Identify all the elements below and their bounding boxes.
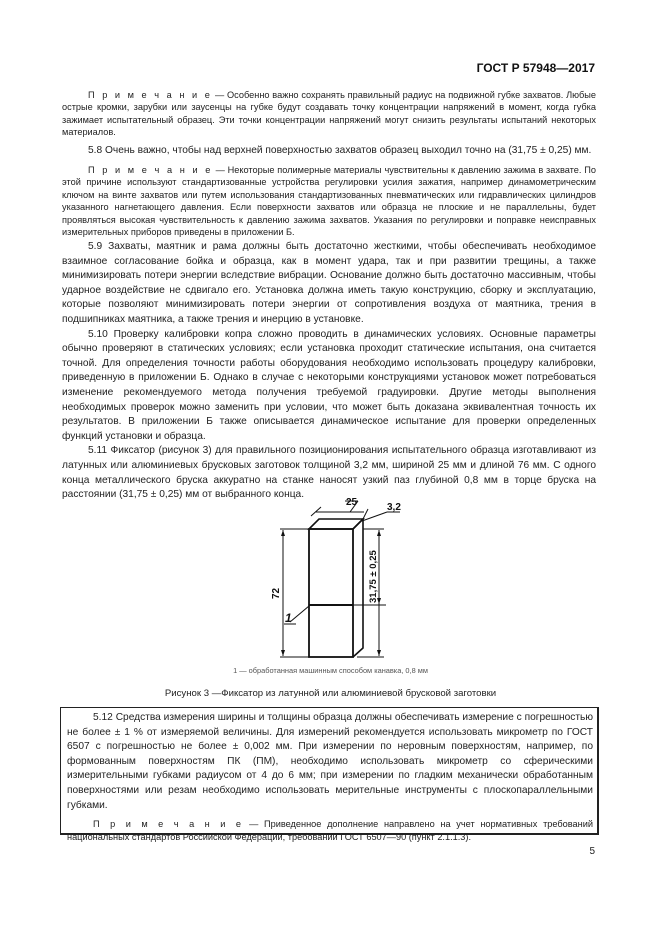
clause-5-10: 5.10 Проверку калибровки копра сложно проводить в динамических условиях. Основные параметры обычно проверяют в статических условиях; если установка проходит статические испытания, она считается точной. Для определения точности работы оборудования необходимо использовать процедуру калибровки, приведенную в приложении Б. Однако в случае с некоторыми конструкциями установок может потребоваться изменение рекомендуемого метода получения требуемой градуировки. Другие методы выполнения необходимых проверок можно заменить при условии, что может быть доказана эквивалентная точность их результатов. В приложении Б также описывается динамическое испытание для проверки определенных функций установки и образца. xyxy=(62,328,596,442)
figure-caption: Рисунок 3 —Фиксатор из латунной или алюминиевой брусковой заготовки xyxy=(164,688,497,699)
extension-line xyxy=(363,509,368,519)
dim-width-label: 25 xyxy=(346,497,358,508)
clause-5-11: 5.11 Фиксатор (рисунок 3) для правильного позиционирования испытательного образца изготавливают из латунных или алюминиевых брусковых заготовок толщиной 3,2 мм, шириной 25 мм и длиной 76 мм. С одного конца металлического бруска аккуратно на станке наносят узкий паз глубиной 0,8 мм в торце бруска на расстоянии (31,75 ± 0,25) мм от выбранного конца. xyxy=(62,445,596,501)
dim-length-label: 72 xyxy=(271,587,282,599)
callout-number: 1 xyxy=(285,611,292,625)
clause-5-12: 5.12 Средства измерения ширины и толщины образца должны обеспечивать измерение с погрешностью не более ± 1 % от измеряемой величины. Для измерений рекомендуется использовать микрометр по ГОСТ 6507 с погрешностью не более ± 0,002 мм. При измерении по неровным поверхностям, например, по формованным поверхностям ПК (ПМ), необходимо использовать микрометр со сферическими измерительными губками радиусом от 4 до 6 мм; при измерении по гладким механически обработанным поверхностями или резам необходимо использовать мерительные инструменты с плоскопараллельными губками. xyxy=(67,712,593,811)
dim-groove-label: 31,75 ± 0,25 xyxy=(368,550,379,603)
note-label: П р и м е ч а н и е xyxy=(88,90,213,100)
paragraph-text: 5.8 Очень важно, чтобы над верхней поверхностью захватов образец выходил точно на (31,75 ± 0,25) мм. xyxy=(88,145,592,156)
dim-thickness-label: 3,2 xyxy=(387,502,401,513)
document-header: ГОСТ Р 57948—2017 xyxy=(476,61,595,75)
clause-5-9: 5.9 Захваты, маятник и рама должны быть достаточно жесткими, чтобы обеспечивать необходимое взаимное согласование бойка и образца, как в момент удара, так и при развитии трещины, а также минимизировать потери энергии вследствие вибрации. Основание должно быть достаточно массивным, чтобы ударное воздействие не сдвигало его. Установка должна иметь такую конструкцию, сборку и эксплуатацию, которые позволяют минимизировать потери энергии от сопротивления воздуха от маятника, трения в подшипниках маятника, а также трения и инерцию в установке. xyxy=(62,241,596,325)
front-face xyxy=(309,529,353,657)
callout-leader xyxy=(290,606,309,622)
page-number: 5 xyxy=(589,846,595,857)
note-text: — Приведенное дополнение направлено на учет нормативных требований национальных стандартов Российской Федерации, требований ГОСТ 6507—90 (пункт 2.1.1.3). xyxy=(67,819,593,842)
national-addition-box xyxy=(60,707,599,842)
note-label: П р и м е ч а н и е xyxy=(88,165,213,175)
side-face xyxy=(353,519,363,657)
note-text: — Особенно важно сохранять правильный радиус на подвижной губке захватов. Любые острые кромки, зарубки или заусенцы на губке будут создавать точку концентрации напряжений в момент, когда губка зажимает испытательный образец. Эти точки концентрации напряжений могут снизить результаты испытаний некоторых материалов. xyxy=(62,90,596,138)
note-text: — Некоторые полимерные материалы чувствительны к давлению зажима в захвате. По этой причине используют стандартизованные устройства регулировки усилия зажатия, например динамометрическим ключом на винте захватов или путем использования стандартизованных пневматических или гидравлических цилиндров указанного нагнетающего давления. Если поверхности захватов или образца не плоские и не параллельны, будет проявляться высокая чувствительность к давлению зажима захватов. Указания по регулировки и поправке неисправных измерительных приборов приведены в приложении Б. xyxy=(62,165,596,238)
figure-legend: 1 — обработанная машинным способом канавка, 0,8 мм xyxy=(233,666,428,675)
note-label: П р и м е ч а н и е xyxy=(93,819,244,830)
